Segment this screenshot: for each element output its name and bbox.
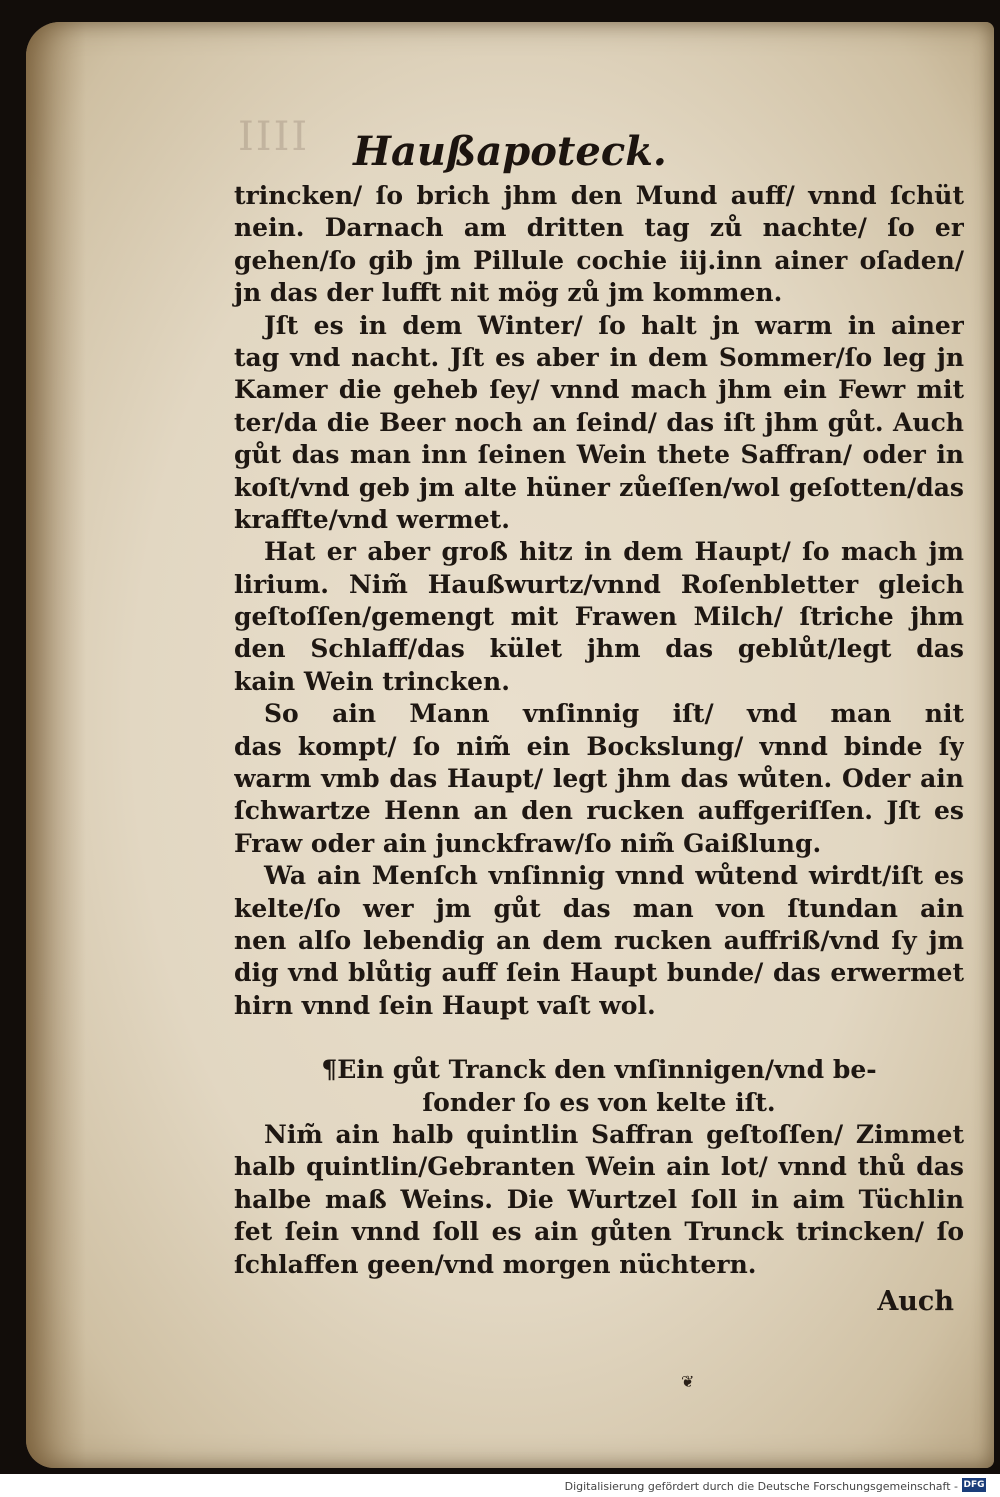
text-line: dig vnd blůtig auff ſein Haupt bunde/ das erwermet [234,958,964,988]
text-line: koſt/vnd geb jm alte hüner zůeſſen/wol geſotten/das [234,472,964,502]
text-line: jn das der lufft nit mög zů jm kommen. [234,278,783,308]
book-page [26,22,994,1468]
text-line: geſtoſſen/gemengt mit Frawen Milch/ ſtriche jhm [234,602,964,632]
text-line: kain Wein trincken. [234,666,510,696]
text-line: warm vmb das Haupt/ legt jhm das wůten. Oder ain [234,764,964,794]
running-head: Haußapoteck. [353,128,667,175]
dfg-logo: DFG [963,1480,985,1490]
text-line: Hat er aber groß hitz in dem Haupt/ ſo mach jm [264,537,964,567]
text-line: gehen/ſo gib jm Pillule cochie iij.inn ainer oſaden/ [234,245,964,275]
recipe-line: fet ſein vnnd ſoll es ain gůten Trunck trincken/ ſo [234,1217,964,1247]
recipe-line: ſchlaffen geen/vnd morgen nüchtern. [234,1249,757,1279]
text-line: das kompt/ ſo nim̃ ein Bockslung/ vnnd binde ſy [234,731,964,761]
text-line: Wa ain Menſch vnſinnig vnnd wůtend wirdt/iſt es [264,861,964,891]
funding-credit: Digitalisierung gefördert durch die Deutsche Forschungsgemeinschaft - [564,1480,958,1493]
text-line: So ain Mann vnſinnig iſt/ vnd man nit [264,699,964,729]
text-line: nen alſo lebendig an dem rucken auffriß/vnd ſy jm [234,925,964,955]
text-line: hirn vnnd ſein Haupt vaſt wol. [234,990,656,1020]
text-line: tag vnd nacht. Jſt es aber in dem Sommer/ſo leg jn [234,342,964,372]
text-line: gůt das man inn ſeinen Wein thete Saffran/ oder in [234,440,964,470]
text-line: trincken/ ſo brich jhm den Mund auff/ vnnd ſchüt [234,181,964,210]
text-line: nein. Darnach am dritten tag zů nachte/ ſo er [234,213,964,243]
body-text [234,180,964,1281]
section-heading-line: ¶Ein gůt Tranck den vnſinnigen/vnd be- [321,1055,877,1085]
recipe-line: halbe maß Weins. Die Wurtzel ſoll in aim Tüchlin [234,1184,964,1214]
bleed-through-text: IIII [238,114,310,160]
text-line: ſchwartze Henn an den rucken auffgeriſſen. Jſt es [234,796,964,826]
recipe-line: Nim̃ ain halb quintlin Saffran geſtoſſen/ Zimmet [264,1119,964,1149]
text-line: Jſt es in dem Winter/ ſo halt jn warm in ainer [264,310,964,340]
text-line: ter/da die Beer noch an ſeind/ das iſt jhm gůt. Auch [234,407,964,437]
catchword: Auch [877,1286,954,1317]
text-line: Kamer die geheb ſey/ vnnd mach jhm ein Fewr mit [234,375,964,405]
section-heading-line: ſonder ſo es von kelte iſt. [422,1087,776,1117]
text-line: Fraw oder ain junckfraw/ſo nim̃ Gaißlung. [234,828,822,858]
section-spacer [234,1022,964,1054]
text-line: den Schlaff/das kület jhm das geblůt/legt das [234,634,964,664]
printer-mark-icon: ❦ [681,1372,695,1391]
text-line: kelte/ſo wer jm gůt das man von ſtundan ain [234,893,964,923]
text-line: lirium. Nim̃ Haußwurtz/vnnd Roſenbletter gleich [234,569,964,599]
text-line: kraffte/vnd wermet. [234,504,510,534]
recipe-line: halb quintlin/Gebranten Wein ain lot/ vnnd thů das [234,1152,964,1182]
